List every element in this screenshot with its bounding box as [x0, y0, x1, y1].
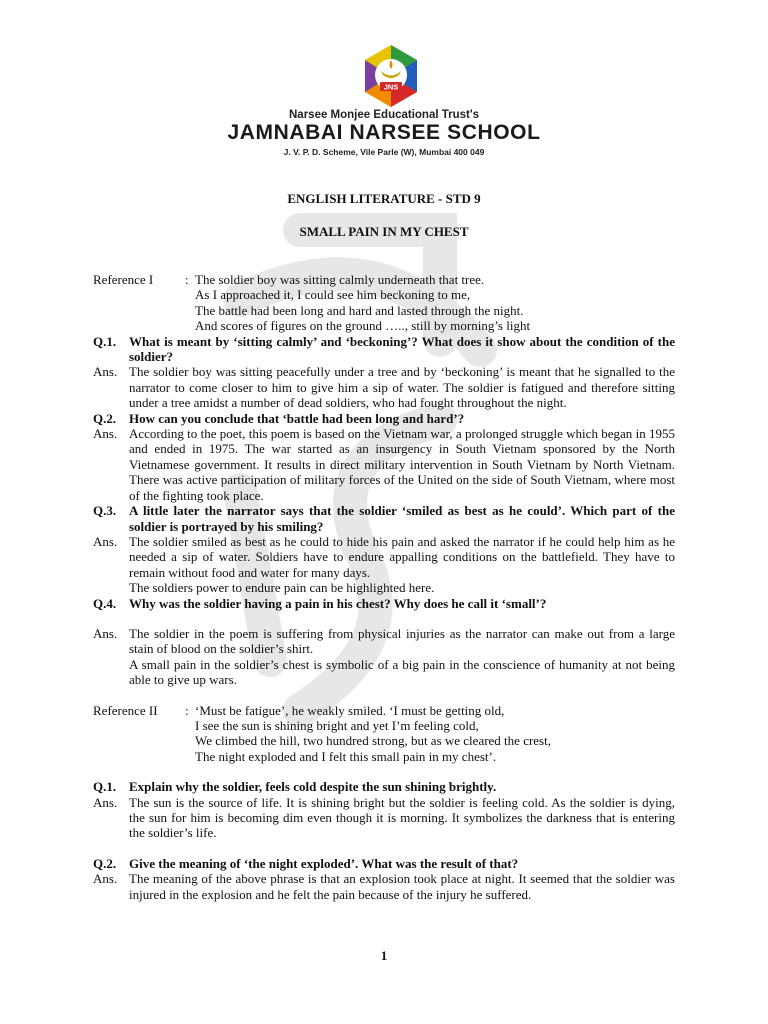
- question-label: Q.2.: [93, 855, 117, 871]
- subject-title: ENGLISH LITERATURE - STD 9: [287, 191, 481, 206]
- reference-colon: :: [185, 702, 189, 718]
- question-label: Q.3.: [93, 503, 117, 519]
- answer-text: A small pain in the soldier’s chest is symbolic of a big pain in the conscience of humanity at not being able to give up wars.: [129, 656, 675, 688]
- answer: [93, 364, 675, 410]
- reference-1: [93, 272, 675, 334]
- question: [93, 856, 675, 871]
- question: [93, 411, 675, 426]
- question-label: Q.1.: [93, 333, 117, 349]
- question: [93, 596, 675, 611]
- question-text: Why was the soldier having a pain in his chest? Why does he call it ‘small’?: [129, 595, 547, 611]
- answer-text: The soldier in the poem is suffering from physical injuries as the narrator can make out from a large stain of blood on the soldier’s shirt.: [129, 625, 675, 657]
- answer-label: Ans.: [93, 426, 118, 442]
- answer-label: Ans.: [93, 794, 118, 810]
- answer: [93, 795, 675, 841]
- answer-text: According to the poet, this poem is based on the Vietnam war, a prolonged struggle which began in 1955 and ended in 1975. The war started as an insurgency in South Vietnam sponsored by the North Vietnamese government. It results in direct military intervention in South Vietnam by North Vietnam. There was active participation of military forces of the United on the side of South Vietnam, where most of the fighting took place.: [129, 426, 675, 503]
- trust-name: Narsee Monjee Educational Trust's: [289, 109, 479, 121]
- question-text: How can you conclude that ‘battle had been long and hard’?: [129, 410, 465, 426]
- school-name: JAMNABAI NARSEE SCHOOL: [227, 121, 541, 144]
- school-logo: [359, 44, 423, 108]
- verse-line: As I approached it, I could see him beckoning to me,: [195, 287, 471, 303]
- question-text: What is meant by ‘sitting calmly’ and ‘beckoning’? What does it show about the condition of the soldier?: [129, 333, 675, 365]
- reference-2: [93, 703, 675, 765]
- question-label: Q.1.: [93, 779, 117, 795]
- page-number: 1: [380, 948, 388, 963]
- reference-colon: :: [185, 272, 189, 287]
- answer: [93, 426, 675, 503]
- verse-line: ‘Must be fatigue’, he weakly smiled. ‘I must be getting old,: [195, 702, 505, 718]
- answer-label: Ans.: [93, 533, 118, 549]
- answer: [93, 871, 675, 902]
- answer: [93, 626, 675, 688]
- question: [93, 779, 675, 794]
- question: [93, 503, 675, 534]
- verse-line: I see the sun is shining bright and yet I’m feeling cold,: [195, 717, 479, 733]
- question-label: Q.4.: [93, 595, 117, 611]
- answer-text: The sun is the source of life. It is shining bright but the soldier is feeling cold. As the soldier is dying, the sun for him is becoming dim even though it is morning. It symbolizes the darkness that is entering the soldier’s life.: [129, 794, 675, 841]
- answer-label: Ans.: [93, 625, 118, 641]
- answer-text: The meaning of the above phrase is that an explosion took place at night. It seemed that the soldier was injured in the explosion and he felt the pain because of the injury he suffered.: [129, 871, 675, 902]
- verse-line: The night exploded and I felt this small pain in my chest’.: [195, 748, 497, 764]
- answer-label: Ans.: [93, 871, 118, 887]
- answer-text: The soldier smiled as best as he could to hide his pain and asked the narrator if he could help him as he needed a sip of water. Soldiers have to endure appalling conditions on the battlefield. They have to remain without food and water for many days.: [129, 533, 675, 580]
- answer: [93, 534, 675, 596]
- question-text: Explain why the soldier, feels cold despite the sun shining brightly.: [129, 779, 497, 795]
- verse-line: The soldier boy was sitting calmly underneath that tree.: [195, 272, 485, 287]
- reference-label: Reference II: [93, 702, 158, 718]
- question-text: A little later the narrator says that the soldier ‘smiled as best as he could’. Which part of the soldier is portrayed by his smiling?: [129, 503, 675, 534]
- logo-text: JNS: [383, 82, 399, 92]
- school-address: J. V. P. D. Scheme, Vile Parle (W), Mumbai 400 049: [283, 147, 485, 157]
- poem-title: SMALL PAIN IN MY CHEST: [299, 224, 469, 239]
- reference-label: Reference I: [93, 272, 154, 287]
- answer-text: The soldiers power to endure pain can be highlighted here.: [129, 580, 435, 596]
- question-text: Give the meaning of ‘the night exploded’. What was the result of that?: [129, 855, 519, 871]
- question: [93, 334, 675, 365]
- verse-line: And scores of figures on the ground ….., still by morning’s light: [195, 318, 531, 334]
- answer-label: Ans.: [93, 364, 118, 380]
- document-body: [93, 272, 675, 902]
- answer-text: The soldier boy was sitting peacefully under a tree and by ‘beckoning’ is meant that he signalled to the narrator to come closer to him to give him a sip of water. The soldier is fatigued and therefore sitting under a tree amidst a number of dead soldiers, who had fought throughout the night.: [129, 364, 675, 411]
- question-label: Q.2.: [93, 410, 117, 426]
- verse-line: We climbed the hill, two hundred strong, but as we cleared the crest,: [195, 733, 551, 749]
- verse-line: The battle had been long and hard and lasted through the night.: [195, 302, 524, 318]
